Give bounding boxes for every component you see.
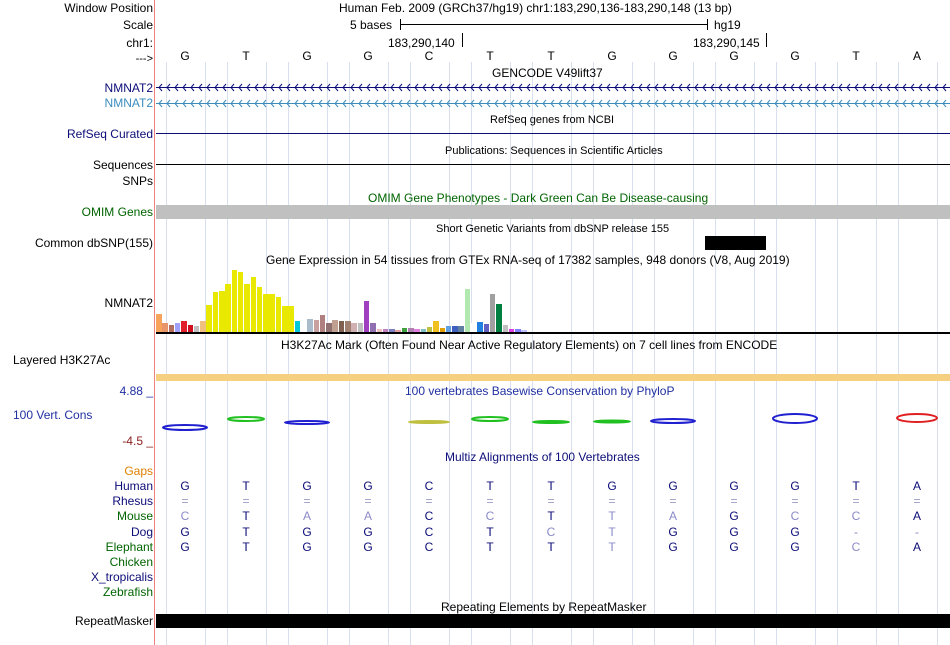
assembly-position-title: Human Feb. 2009 (GRCh37/hg19) chr1:183,290,136-183,290,148 (13 bp): [339, 1, 732, 15]
repeatmasker-element[interactable]: [156, 614, 950, 628]
gtex-tissue-bar[interactable]: [503, 325, 509, 332]
repeatmasker-track-label[interactable]: RepeatMasker: [74, 614, 153, 628]
gtex-baseline: [156, 332, 950, 334]
alignment-base: C: [424, 479, 434, 493]
pubs-track-title: Publications: Sequences in Scientific Articles: [445, 145, 663, 157]
alignment-base: G: [668, 479, 678, 493]
conservation-glyph[interactable]: [594, 421, 630, 423]
alignment-base: G: [790, 539, 800, 554]
alignment-base: C: [424, 524, 434, 539]
alignment-base: T: [486, 479, 494, 493]
gtex-tissue-bar[interactable]: [206, 305, 212, 332]
gtex-tissue-bar[interactable]: [477, 322, 483, 332]
h3k27ac-signal-bar[interactable]: [156, 374, 950, 381]
gtex-tissue-bar[interactable]: [496, 304, 502, 332]
alignment-base: C: [790, 509, 800, 524]
cons-min-label: -4.5 _: [122, 434, 153, 448]
alignment-base: -: [854, 524, 858, 539]
refseq-gene-line[interactable]: [156, 133, 950, 134]
window-position-label[interactable]: Window Position: [64, 1, 153, 15]
alignment-base: G: [729, 524, 739, 539]
gencode-gene-label-2[interactable]: NMNAT2: [104, 96, 153, 110]
gtex-tissue-bar[interactable]: [345, 321, 351, 332]
repeat-track-title: Repeating Elements by RepeatMasker: [441, 600, 647, 614]
conservation-glyph[interactable]: [651, 419, 695, 423]
alignment-base: C: [424, 509, 434, 524]
alignment-base: T: [547, 509, 555, 524]
alignment-base: C: [851, 509, 861, 524]
alignment-base: T: [547, 539, 555, 554]
alignment-base: -: [915, 524, 919, 539]
alignment-base: T: [852, 479, 860, 493]
base-letter: T: [547, 49, 555, 63]
conservation-glyph[interactable]: [228, 417, 264, 421]
conservation-logo[interactable]: [156, 405, 950, 445]
gtex-tissue-bar[interactable]: [282, 306, 288, 332]
species-label-chicken[interactable]: Chicken: [109, 555, 153, 569]
dbsnp-track-title: Short Genetic Variants from dbSNP release 155: [436, 223, 670, 235]
refseq-track-title: RefSeq genes from NCBI: [490, 114, 615, 126]
scale-bar: [400, 24, 708, 25]
base-letter: T: [242, 49, 250, 63]
species-label-dog[interactable]: Dog: [130, 524, 153, 539]
alignment-base: G: [790, 524, 800, 539]
alignment-base: A: [668, 509, 677, 524]
gtex-tissue-bar[interactable]: [332, 320, 338, 332]
alignment-base: =: [669, 494, 677, 509]
alignment-base: G: [729, 539, 739, 554]
base-letter: G: [607, 49, 617, 63]
omim-track-title: OMIM Gene Phenotypes - Dark Green Can Be Disease-causing: [368, 191, 709, 205]
label-separator: [154, 0, 155, 645]
alignment-base: T: [608, 509, 616, 524]
base-letter: T: [486, 49, 494, 63]
alignment-base: G: [607, 479, 617, 493]
alignment-base: T: [242, 509, 250, 524]
species-label-elephant[interactable]: Elephant: [105, 539, 153, 554]
base-letter: A: [912, 49, 921, 63]
cons-track-title: 100 vertebrates Basewise Conservation by PhyloP: [405, 384, 675, 398]
gtex-tissue-bar[interactable]: [358, 323, 364, 332]
alignment-base: C: [180, 509, 190, 524]
conservation-glyph[interactable]: [897, 414, 937, 422]
refseq-track-label[interactable]: RefSeq Curated: [66, 127, 153, 141]
base-letter: C: [424, 49, 434, 63]
alignment-base: =: [791, 494, 799, 509]
gtex-tissue-bar[interactable]: [175, 323, 181, 332]
base-letter: G: [729, 49, 739, 63]
gencode-gene-label-1[interactable]: NMNAT2: [104, 81, 153, 95]
alignment-base: A: [363, 509, 372, 524]
gtex-tissue-bar[interactable]: [257, 287, 263, 332]
alignment-base: G: [180, 524, 190, 539]
alignment-base: G: [729, 509, 739, 524]
gtex-tissue-bar[interactable]: [169, 325, 175, 332]
alignment-base: C: [424, 539, 434, 554]
coord-tick-2: [766, 33, 767, 47]
gaps-label[interactable]: Gaps: [124, 464, 153, 478]
alignment-base: =: [608, 494, 616, 509]
omim-gene-bar[interactable]: [156, 205, 950, 219]
gencode-transcript-2[interactable]: [156, 96, 950, 110]
gtex-bar-chart[interactable]: [156, 266, 950, 332]
alignment-base: C: [851, 539, 861, 554]
base-letter: T: [852, 49, 860, 63]
gtex-tissue-bar[interactable]: [288, 306, 294, 332]
conservation-glyph[interactable]: [472, 417, 508, 421]
alignment-base: G: [363, 539, 373, 554]
alignment-base: =: [181, 494, 189, 509]
coord-tick-1: [462, 33, 463, 47]
conservation-glyph[interactable]: [409, 421, 449, 423]
pubs-sequence-line[interactable]: [156, 164, 950, 165]
species-label-mouse[interactable]: Mouse: [116, 509, 153, 524]
species-label-x_tropicalis[interactable]: X_tropicalis: [90, 570, 153, 585]
alignment-base: G: [363, 524, 373, 539]
cons-track-label[interactable]: 100 Vert. Cons: [13, 408, 93, 422]
scale-bar-left-tick: [400, 19, 401, 30]
alignment-base: T: [242, 479, 250, 493]
alignment-base: A: [912, 509, 921, 524]
alignment-base: G: [302, 539, 312, 554]
gtex-tissue-bar[interactable]: [244, 284, 250, 332]
gtex-tissue-bar[interactable]: [156, 314, 162, 332]
alignment-base: T: [608, 539, 616, 554]
alignment-base: G: [180, 539, 190, 554]
multiz-track-title: Multiz Alignments of 100 Vertebrates: [445, 450, 640, 464]
gtex-tissue-bar[interactable]: [225, 284, 231, 332]
alignment-base: =: [425, 494, 433, 509]
gtex-tissue-bar[interactable]: [326, 323, 332, 332]
h3k27ac-track-title: H3K27Ac Mark (Often Found Near Active Regulatory Elements) on 7 cell lines from ENCODE: [281, 338, 778, 352]
conservation-glyph[interactable]: [285, 421, 329, 424]
alignment-base: C: [546, 524, 556, 539]
alignment-base: T: [242, 524, 250, 539]
gtex-tissue-bar[interactable]: [276, 297, 282, 332]
gtex-tissue-bar[interactable]: [219, 291, 225, 332]
alignment-base: G: [729, 479, 739, 493]
alignment-base: =: [242, 494, 250, 509]
gencode-track-title: GENCODE V49lift37: [492, 66, 603, 80]
alignment-base: =: [303, 494, 311, 509]
gencode-transcript-1[interactable]: [156, 80, 950, 94]
gtex-tissue-bar[interactable]: [213, 292, 219, 332]
cons-max-label: 4.88 _: [119, 384, 153, 398]
gtex-tissue-bar[interactable]: [301, 308, 307, 332]
alignment-base: =: [486, 494, 494, 509]
base-letter: G: [790, 49, 800, 63]
alignment-base: =: [913, 494, 921, 509]
alignment-base: A: [912, 539, 921, 554]
gtex-track-title: Gene Expression in 54 tissues from GTEx RNA-seq of 17382 samples, 948 donors (V8, Aug 2019): [266, 253, 790, 267]
base-letter: G: [363, 49, 373, 63]
scale-db: hg19: [714, 18, 741, 32]
gtex-tissue-bar[interactable]: [188, 325, 194, 332]
alignment-base: G: [668, 539, 678, 554]
species-label-rhesus[interactable]: Rhesus: [112, 494, 153, 509]
coord-label-1: 183,290,140: [388, 36, 455, 50]
snps-track-label[interactable]: SNPs: [122, 174, 153, 188]
alignment-base: T: [486, 539, 494, 554]
gtex-tissue-bar[interactable]: [484, 324, 490, 332]
h3k27ac-track-label[interactable]: Layered H3K27Ac: [13, 353, 111, 367]
chrom-label[interactable]: chr1:: [126, 36, 153, 50]
gtex-tissue-bar[interactable]: [181, 321, 187, 332]
gtex-tissue-bar[interactable]: [433, 321, 439, 332]
alignment-base: =: [852, 494, 860, 509]
conservation-glyph[interactable]: [533, 421, 569, 423]
gtex-tissue-bar[interactable]: [232, 270, 238, 332]
base-letter: G: [302, 49, 312, 63]
track-labels-column: [0, 0, 155, 645]
gtex-tissue-bar[interactable]: [200, 321, 206, 332]
dbsnp-track-label[interactable]: Common dbSNP(155): [34, 236, 153, 250]
alignment-base: =: [730, 494, 738, 509]
gtex-tissue-bar[interactable]: [251, 277, 257, 332]
alignment-base: T: [608, 524, 616, 539]
alignment-base: A: [302, 509, 311, 524]
gtex-track-label[interactable]: NMNAT2: [104, 296, 153, 310]
gtex-tissue-bar[interactable]: [465, 289, 471, 332]
gtex-tissue-bar[interactable]: [370, 323, 376, 332]
species-label-zebrafish[interactable]: Zebrafish: [102, 585, 153, 600]
gtex-tissue-bar[interactable]: [307, 319, 313, 332]
gtex-tissue-bar[interactable]: [162, 323, 168, 332]
gtex-tissue-bar[interactable]: [339, 321, 345, 332]
gtex-tissue-bar[interactable]: [490, 294, 496, 332]
track-data-area[interactable]: [156, 0, 950, 645]
gtex-tissue-bar[interactable]: [351, 323, 357, 332]
gtex-tissue-bar[interactable]: [238, 272, 244, 332]
alignment-base: =: [364, 494, 372, 509]
conservation-glyph[interactable]: [163, 425, 207, 430]
gtex-tissue-bar[interactable]: [263, 294, 269, 332]
alignment-base: G: [302, 479, 312, 493]
alignment-base: G: [668, 524, 678, 539]
strand-arrow-label[interactable]: --->: [135, 53, 153, 65]
gtex-tissue-bar[interactable]: [295, 321, 301, 332]
gtex-tissue-bar[interactable]: [314, 320, 320, 332]
alignment-base: T: [547, 479, 555, 493]
scale-bar-right-tick: [707, 19, 708, 30]
alignment-base: C: [485, 509, 495, 524]
alignment-base: G: [363, 479, 373, 493]
sequences-track-label[interactable]: Sequences: [92, 158, 153, 172]
omim-track-label[interactable]: OMIM Genes: [81, 205, 153, 219]
alignment-base: T: [242, 539, 250, 554]
coord-label-2: 183,290,145: [693, 36, 760, 50]
scale-label[interactable]: Scale: [122, 18, 153, 32]
conservation-glyph[interactable]: [773, 414, 817, 423]
base-letter: G: [668, 49, 678, 63]
gtex-tissue-bar[interactable]: [320, 315, 326, 332]
base-letter: G: [180, 49, 190, 63]
gtex-tissue-bar[interactable]: [471, 323, 477, 332]
scale-text: 5 bases: [350, 18, 393, 32]
species-label-human[interactable]: Human: [114, 479, 153, 493]
alignment-base: G: [790, 479, 800, 493]
dbsnp-variant-block[interactable]: [705, 236, 766, 250]
alignment-base: T: [486, 524, 494, 539]
gtex-tissue-bar[interactable]: [269, 294, 275, 332]
alignment-base: =: [547, 494, 555, 509]
alignment-base: G: [302, 524, 312, 539]
alignment-base: G: [180, 479, 190, 493]
gtex-tissue-bar[interactable]: [364, 301, 370, 332]
alignment-base: A: [912, 479, 921, 493]
